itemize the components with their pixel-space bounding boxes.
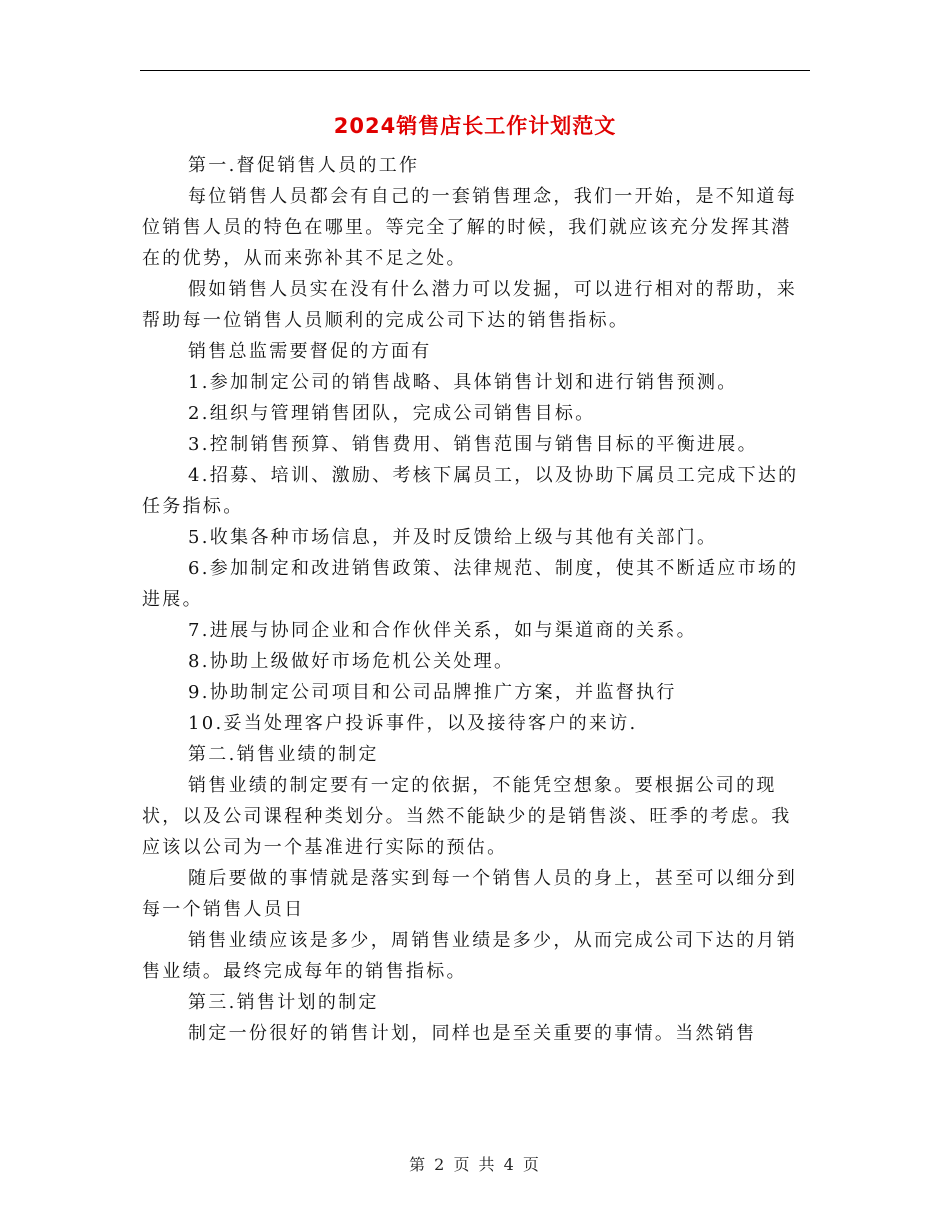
section-heading-3: 第三.销售计划的制定 (188, 992, 379, 1013)
paragraph: 销售业绩应该是多少，周销售业绩是多少，从而完成公司下达的月销售业绩。最终完成每年的销售指标。 (142, 930, 797, 982)
list-item: 2.组织与管理销售团队，完成公司销售目标。 (188, 403, 596, 424)
header-rule (140, 70, 810, 71)
list-item: 1.参加制定公司的销售战略、具体销售计划和进行销售预测。 (188, 372, 738, 393)
list-item: 5.收集各种市场信息，并及时反馈给上级与其他有关部门。 (188, 527, 718, 548)
list-item: 9.协助制定公司项目和公司品牌推广方案，并监督执行 (188, 682, 677, 703)
list-item: 10.妥当处理客户投诉事件，以及接待客户的来访. (188, 713, 638, 734)
paragraph: 假如销售人员实在没有什么潜力可以发掘，可以进行相对的帮助，来帮助每一位销售人员顺利的完成公司下达的销售指标。 (142, 279, 797, 331)
section-heading-1: 第一.督促销售人员的工作 (188, 155, 420, 176)
list-item: 3.控制销售预算、销售费用、销售范围与销售目标的平衡进展。 (188, 434, 758, 455)
paragraph: 销售总监需要督促的方面有 (188, 341, 432, 362)
document-title: 2024销售店长工作计划范文 (333, 114, 617, 138)
page-footer: 第 2 页 共 4 页 (409, 1155, 541, 1174)
list-item: 8.协助上级做好市场危机公关处理。 (188, 651, 515, 672)
document-body (142, 150, 802, 1049)
list-item: 4.招募、培训、激励、考核下属员工，以及协助下属员工完成下达的任务指标。 (142, 465, 799, 517)
paragraph: 随后要做的事情就是落实到每一个销售人员的身上，甚至可以细分到每一个销售人员日 (142, 868, 797, 920)
paragraph: 制定一份很好的销售计划，同样也是至关重要的事情。当然销售 (188, 1023, 757, 1044)
list-item: 7.进展与协同企业和合作伙伴关系，如与渠道商的关系。 (188, 620, 697, 641)
paragraph: 销售业绩的制定要有一定的依据，不能凭空想象。要根据公司的现状，以及公司课程种类划分。当然不能缺少的是销售淡、旺季的考虑。我应该以公司为一个基准进行实际的预估。 (142, 775, 792, 858)
paragraph: 每位销售人员都会有自己的一套销售理念，我们一开始，是不知道每位销售人员的特色在哪里。等完全了解的时候，我们就应该充分发挥其潜在的优势，从而来弥补其不足之处。 (142, 186, 797, 269)
list-item: 6.参加制定和改进销售政策、法律规范、制度，使其不断适应市场的进展。 (142, 558, 799, 610)
section-heading-2: 第二.销售业绩的制定 (188, 744, 379, 765)
